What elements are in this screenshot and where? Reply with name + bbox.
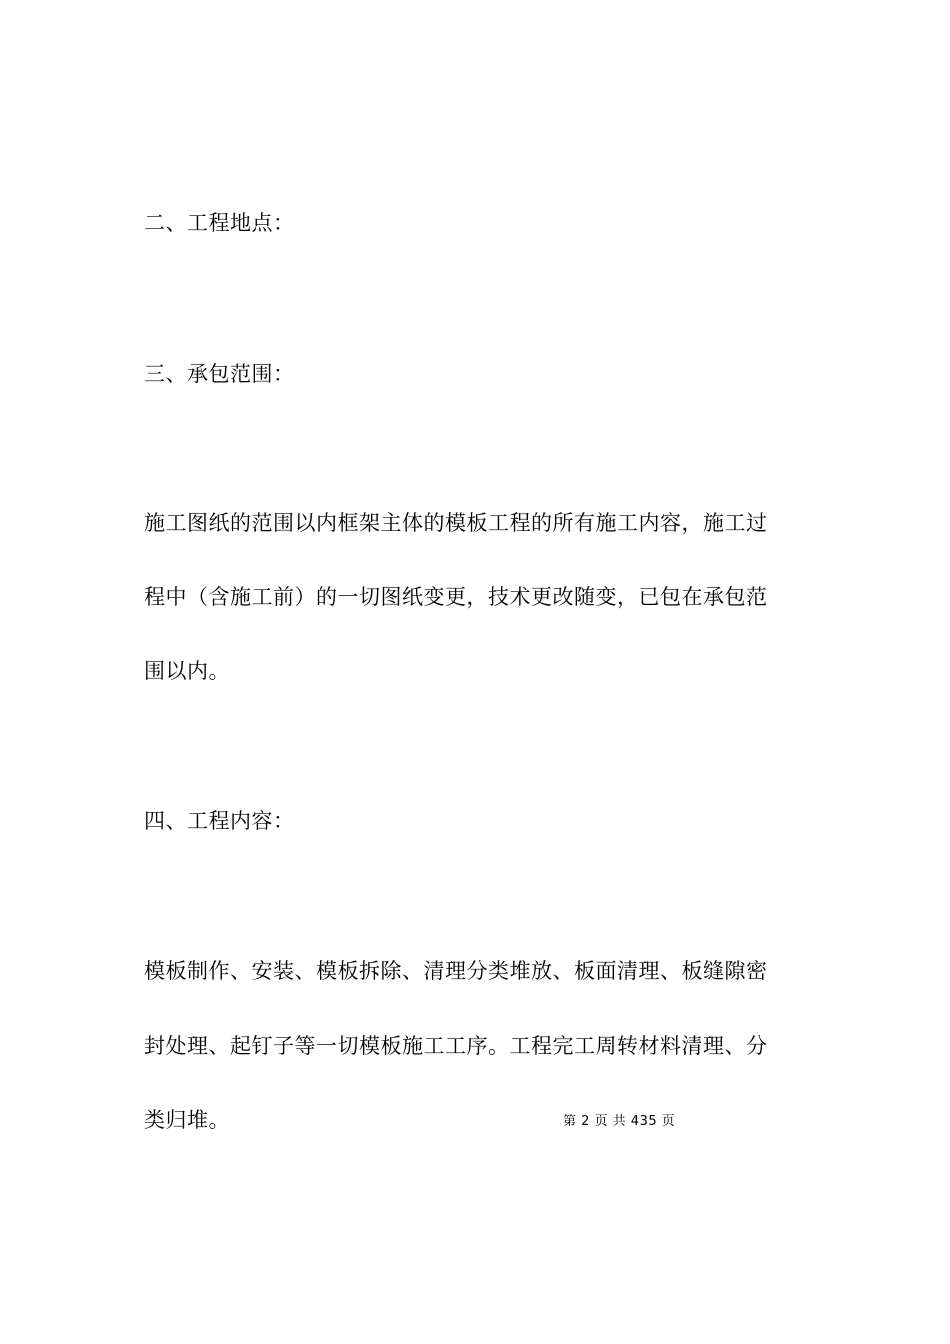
paragraph-scope-line-1: 施工图纸的范围以内框架主体的模板工程的所有施工内容，施工过 <box>144 511 768 535</box>
section-heading-location: 二、工程地点： <box>144 211 295 235</box>
page-number-footer: 第 2 页 共 435 页 <box>563 1114 676 1129</box>
paragraph-scope-line-3: 围以内。 <box>144 659 230 683</box>
section-heading-content: 四、工程内容： <box>144 809 295 833</box>
section-heading-scope: 三、承包范围： <box>144 362 295 386</box>
paragraph-scope-line-2: 程中（含施工前）的一切图纸变更，技术更改随变，已包在承包范 <box>144 585 768 609</box>
paragraph-content-line-2: 封处理、起钉子等一切模板施工工序。工程完工周转材料清理、分 <box>144 1034 768 1058</box>
paragraph-content-line-1: 模板制作、安装、模板拆除、清理分类堆放、板面清理、板缝隙密 <box>144 959 768 983</box>
paragraph-content-line-3: 类归堆。 <box>144 1108 230 1132</box>
